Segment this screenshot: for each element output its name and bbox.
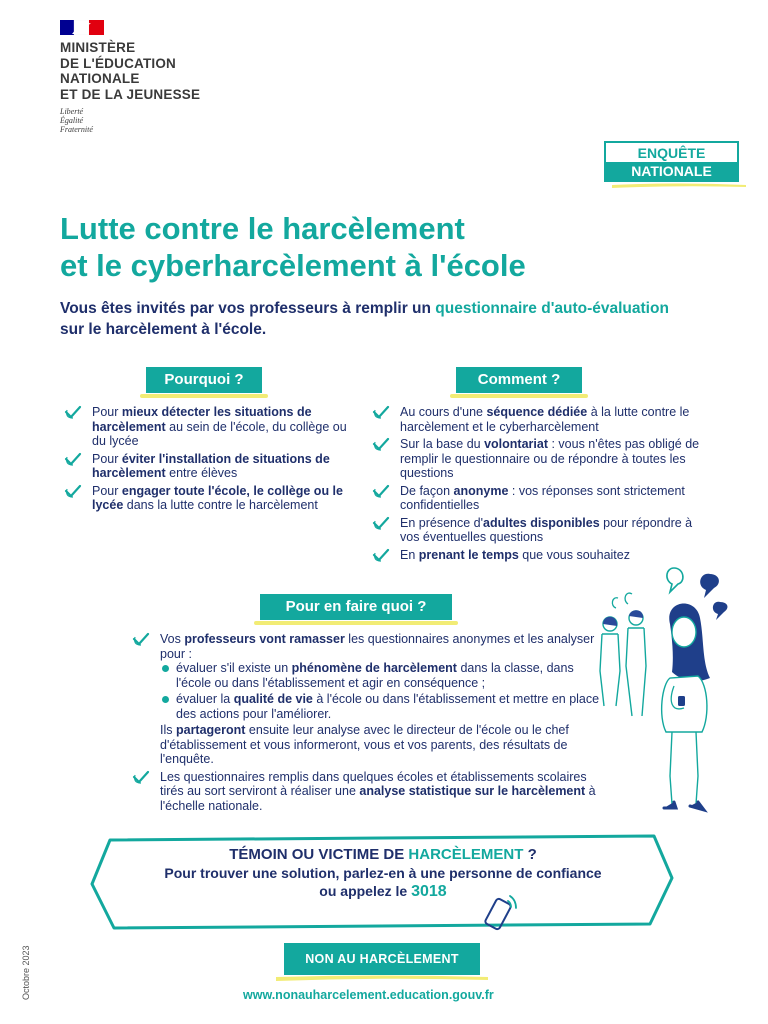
motto-line: Fraternité: [60, 125, 93, 134]
list-item: De façon anonyme : vos réponses sont strictement confidentielles: [370, 484, 700, 513]
title-line: Lutte contre le harcèlement: [60, 211, 465, 246]
quoi-list: [130, 632, 600, 816]
republic-motto: [60, 107, 93, 134]
temoin-line2: Pour trouver une solution, parlez-en à une personne de confiance: [164, 865, 602, 881]
comment-heading: Comment ?: [456, 367, 582, 393]
non-au-harcelement-badge: NON AU HARCÈLEMENT: [284, 943, 480, 975]
badge-underline: [612, 182, 746, 188]
bullet-dot-icon: [162, 696, 169, 703]
ministry-name: [60, 40, 200, 102]
website-link[interactable]: www.nonauharcelement.education.gouv.fr: [243, 988, 494, 1002]
enquete-nationale-badge: [604, 141, 739, 182]
check-icon: [64, 405, 82, 420]
temoin-callout: [100, 845, 666, 901]
intro-part2: sur le harcèlement à l'école.: [60, 321, 267, 338]
ministry-line: NATIONALE: [60, 71, 140, 86]
intro-part1: Vous êtes invités par vos professeurs à remplir un: [60, 300, 436, 317]
list-item: Au cours d'une séquence dédiée à la lutte contre le harcèlement et le cyberharcèlement: [370, 405, 700, 434]
sublist-item: évaluer la qualité de vie à l'école ou dans l'établissement et mettre en place des actions pour l'améliorer.: [160, 692, 600, 721]
temoin-line3: ou appelez le 3018: [319, 883, 447, 900]
pourquoi-underline: [140, 394, 268, 398]
pourquoi-list: [62, 405, 352, 516]
comment-list: [370, 405, 700, 565]
check-icon: [372, 516, 390, 531]
check-icon: [132, 770, 150, 785]
temoin-headline: TÉMOIN OU VICTIME DE HARCÈLEMENT ?: [229, 846, 537, 863]
list-item: Pour éviter l'installation de situations de harcèlement entre élèves: [62, 452, 352, 481]
bullet-dot-icon: [162, 665, 169, 672]
sublist-item: évaluer s'il existe un phénomène de harcèlement dans la classe, dans l'école ou dans l'établissement et agir en conséquence ;: [160, 661, 600, 690]
comment-underline: [450, 394, 588, 398]
partage-paragraph: Ils partageront ensuite leur analyse avec le directeur de l'école ou le chef d'établissement et vous informeront, vous et vos parents, des résultats de l'enquête.: [160, 723, 569, 766]
motto-line: Égalité: [60, 116, 84, 125]
list-item: Pour engager toute l'école, le collège ou le lycée dans la lutte contre le harcèlement: [62, 484, 352, 513]
badge-line-2: NATIONALE: [606, 162, 737, 180]
badge-line-1: ENQUÊTE: [606, 143, 737, 162]
intro-highlight: questionnaire d'auto-évaluation: [435, 300, 669, 317]
quoi-sublist: [160, 661, 600, 721]
check-icon: [132, 632, 150, 647]
list-item: Les questionnaires remplis dans quelques écoles et établissements scolaires tirés au sort serviront à réaliser une analyse statistique sur le harcèlement à l'échelle nationale.: [130, 770, 600, 814]
badge-underline: [276, 975, 488, 981]
page-title: [60, 210, 720, 284]
republic-flag-logo: [60, 20, 104, 35]
check-icon: [64, 452, 82, 467]
list-item: Pour mieux détecter les situations de harcèlement au sein de l'école, du collège ou du lycée: [62, 405, 352, 449]
list-item: En prenant le temps que vous souhaitez: [370, 548, 700, 563]
check-icon: [64, 484, 82, 499]
list-item: Sur la base du volontariat : vous n'êtes pas obligé de remplir le questionnaire ou de répondre à toutes les questions: [370, 437, 700, 481]
list-item: En présence d'adultes disponibles pour répondre à vos éventuelles questions: [370, 516, 700, 545]
list-item: Vos professeurs vont ramasser les questionnaires anonymes et les analyser pour : évaluer s'il existe un phénomène de harcèlement dans la classe, dans l'école ou dans l'établissement et agir en conséquence ; évaluer la qualité de vie à l'école ou dans l'établissement et mettre en place des actions pour l'améliorer. Ils partageront ensuite leur analyse avec le directeur de l'école ou le chef d'établissement et vous informeront, vous et vos parents, des résultats de l'enquête.: [130, 632, 600, 767]
ministry-line: MINISTÈRE: [60, 40, 136, 55]
ministry-line: ET DE LA JEUNESSE: [60, 86, 201, 102]
intro-text: [60, 298, 750, 340]
check-icon: [372, 437, 390, 452]
phone-icon: [478, 890, 522, 936]
students-illustration: [592, 566, 732, 816]
check-icon: [372, 405, 390, 420]
quoi-underline: [254, 621, 458, 625]
check-icon: [372, 484, 390, 499]
motto-line: Liberté: [60, 107, 84, 116]
title-line: et le cyberharcèlement à l'école: [60, 248, 526, 283]
check-icon: [372, 548, 390, 563]
document-date: Octobre 2023: [21, 945, 31, 1000]
pourquoi-heading: Pourquoi ?: [146, 367, 262, 393]
helpline-number[interactable]: 3018: [411, 883, 447, 900]
ministry-line: DE L'ÉDUCATION: [60, 55, 177, 71]
quoi-heading: Pour en faire quoi ?: [260, 594, 452, 620]
